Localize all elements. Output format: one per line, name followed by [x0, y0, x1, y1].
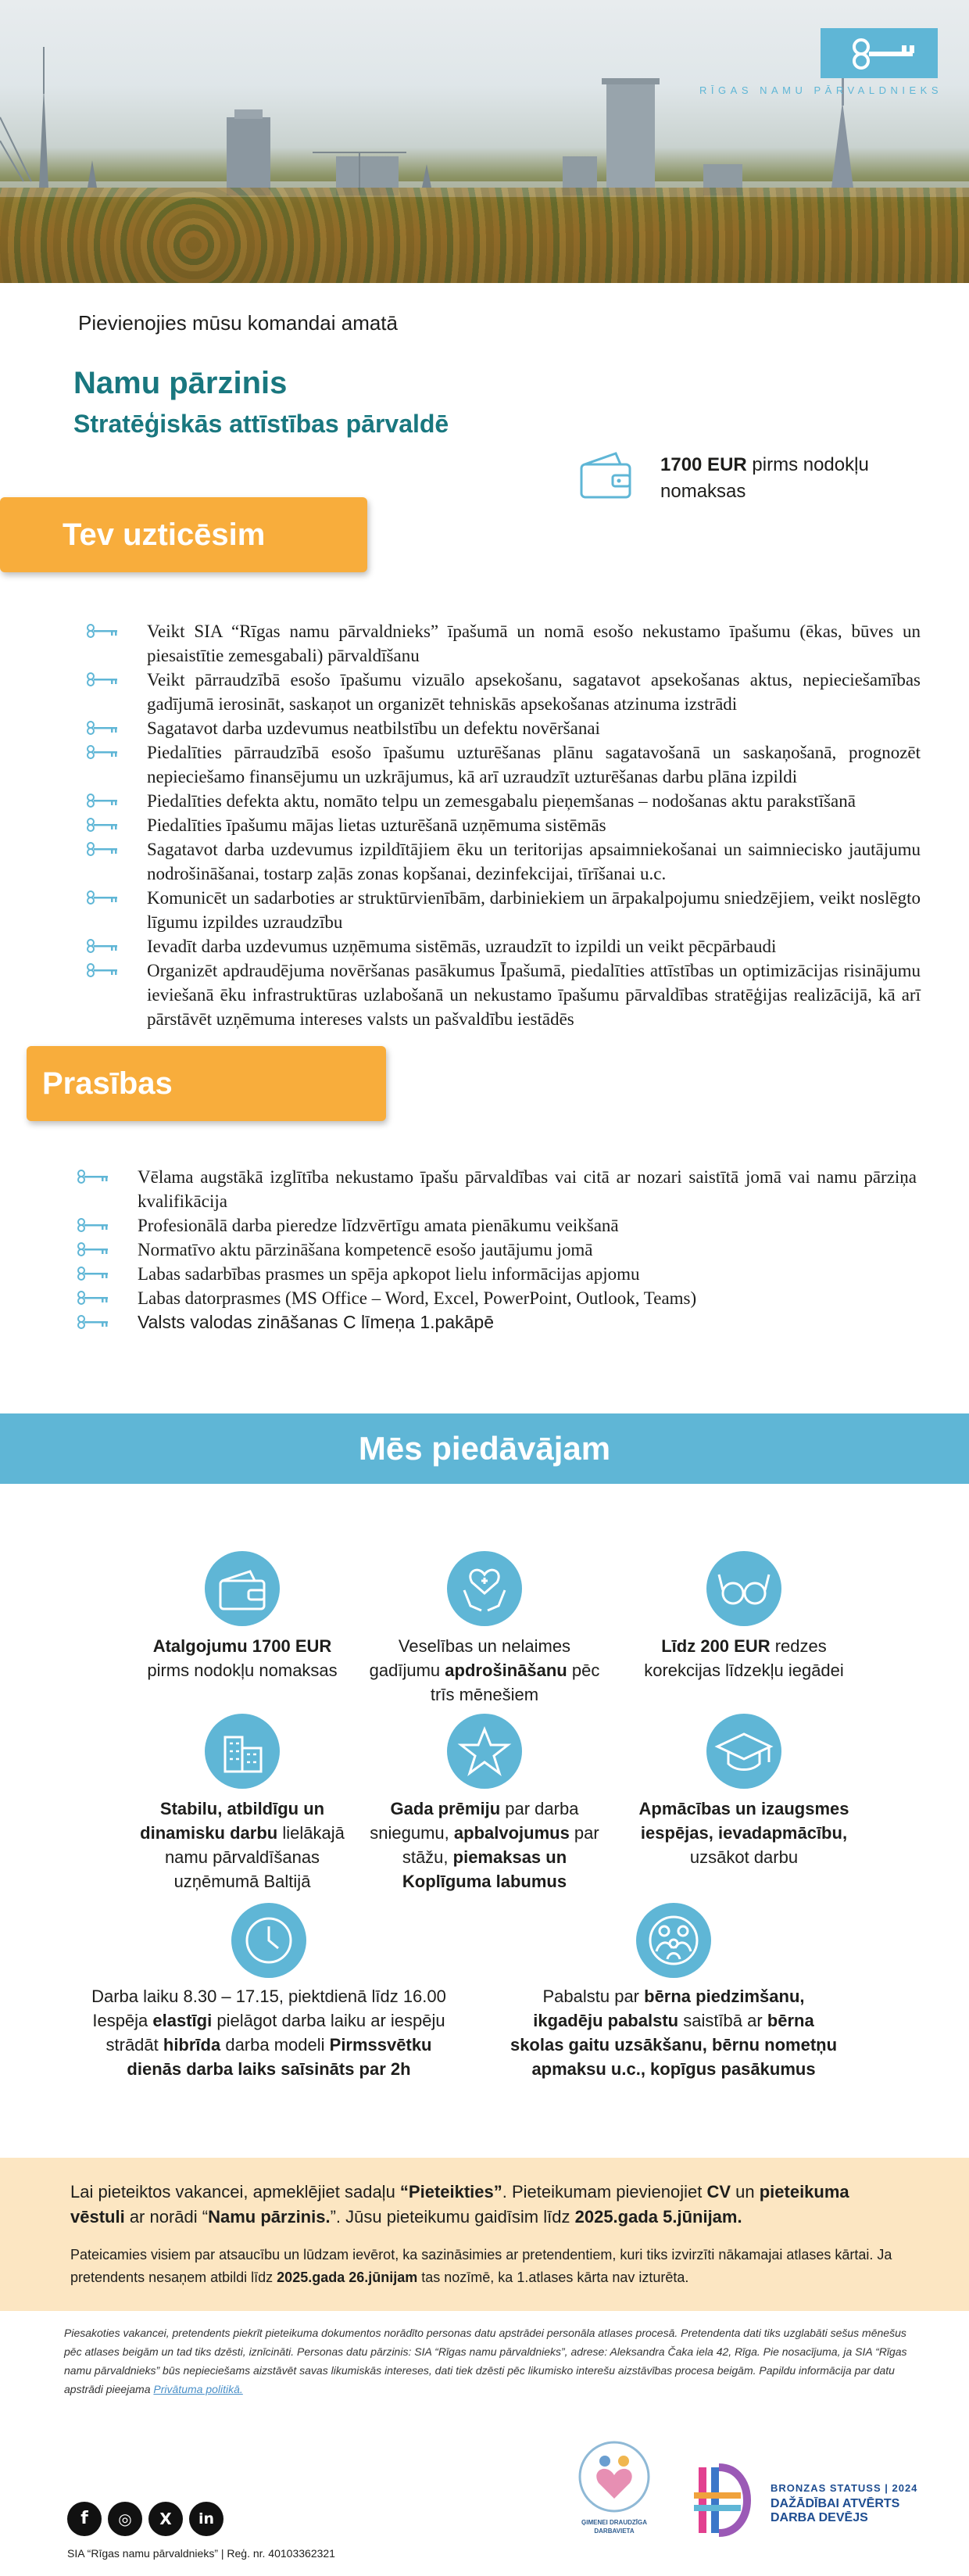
list-item: Labas sadarbības prasmes un spēja apkopot lielu informācijas apjomu — [77, 1262, 917, 1286]
key-bullet-icon — [77, 1315, 113, 1329]
key-bullet-icon — [86, 842, 122, 856]
list-item: Komunicēt un sadarboties ar struktūrvienībām, darbiniekiem un ārpakalpojumu sniedzējiem, veikt noslēgto līgumu izpildes uzraudzību — [86, 886, 921, 934]
benefit-text: Līdz 200 EUR redzes korekcijas līdzekļu iegādei — [644, 1636, 844, 1680]
benefit-text: Gada prēmiju par darba sniegumu, apbalvojumus par stāžu, piemaksas un Koplīguma labumus — [370, 1799, 599, 1891]
benefit-icon-circle — [205, 1714, 280, 1789]
key-bullet-icon — [86, 745, 122, 759]
list-item: Valsts valodas zināšanas C līmeņa 1.pakāpē — [77, 1310, 917, 1335]
list-item: Piedalīties defekta aktu, nomāto telpu un zemesgabalu pieņemšanas – nodošanas aktu parakstīšanā — [86, 789, 921, 813]
key-bullet-icon — [86, 818, 122, 832]
list-item: Organizēt apdraudējuma novēršanas pasākumus Īpašumā, piedalīties attīstības un optimizācijas risinājumu ieviešanā ēku infrastruktūras uzlabošanā un nekustamo īpašumu pārvaldības stratēģijas realizācijā, kā arī pārstāvēt uzņēmuma intereses valsts un pašvaldību iestādēs — [86, 958, 921, 1031]
x-twitter-icon[interactable]: X — [148, 2502, 183, 2536]
list-item: Profesionālā darba pieredze līdzvērtīgu amata pienākumu veikšanā — [77, 1213, 917, 1238]
instagram-icon[interactable]: ◎ — [108, 2502, 142, 2536]
salary-text: 1700 EUR pirms nodokļu nomaksas — [660, 454, 869, 502]
application-box — [0, 2158, 969, 2311]
benefit-icon-circle — [447, 1551, 522, 1626]
key-bullet-icon — [77, 1218, 113, 1232]
badge1-text: ĢIMENEI DRAUDZĪGA DARBAVIETA — [581, 2519, 647, 2535]
family-icon — [636, 1903, 711, 1978]
list-item: Sagatavot darba uzdevumus neatbilstību un defektu novēršanai — [86, 716, 921, 740]
company-registration: SIA “Rīgas namu pārvaldnieks” | Reģ. nr. 40103362321 — [67, 2547, 335, 2560]
application-note: Pateicamies visiem par atsaucību un lūdzam ievērot, ka sazināsimies ar pretendentiem, kuri tiks izvirzīti nākamajai atlases kārtai. Ja pretendents nesaņem atbildi līdz 2025.gada 26.jūnijam tas nozīmē, ka 1.atlases kārta nav izturēta. — [70, 2247, 892, 2285]
key-bullet-icon — [86, 672, 122, 686]
list-item: Labas datorprasmes (MS Office – Word, Excel, PowerPoint, Outlook, Teams) — [77, 1286, 917, 1310]
family-friendly-badge — [575, 2439, 653, 2538]
duties-list — [86, 619, 921, 1031]
key-bullet-icon — [86, 721, 122, 735]
list-item: Piedalīties īpašumu mājas lietas uzturēšanā uzņēmuma sistēmās — [86, 813, 921, 837]
benefit-text: Apmācības un izaugsmes iespējas, ievadapmācību, uzsākot darbu — [638, 1799, 849, 1867]
glasses-icon — [706, 1551, 781, 1626]
list-item: Piedalīties pārraudzībā esošo īpašumu uzturēšanas plānu sagatavošanā un saskaņošanā, prognozēt nepieciešamo finansējumu un uzkrājumus, kā arī uzraudzīt uzturēšanas darbu plāna izpildi — [86, 740, 921, 789]
job-title: Namu pārzinis — [73, 366, 288, 400]
list-item: Veikt pārraudzībā esošo īpašumu vizuālo apsekošanu, sagatavot apsekošanas aktus, nepieciešamības gadījumā ierosināt, saskaņot un organizēt tehniskās apsekošanas atzinuma izstrādi — [86, 668, 921, 716]
autumn-trees — [0, 188, 969, 283]
application-instructions: Lai pieteiktos vakancei, apmeklējiet sadaļu “Pieteikties”. Pieteikumam pievienojiet CV un pieteikuma vēstuli ar norādi “Namu pārzinis.”. Jūsu pieteikumu gaidīsim līdz 2025.gada 5.jūnijam. — [70, 2182, 849, 2227]
diversity-badge-text: BRONZAS STATUSS | 2024 DAŽĀDĪBAI ATVĒRTS DARBA DEVĒJS — [771, 2482, 918, 2524]
key-bullet-icon — [86, 963, 122, 977]
offer-heading: Mēs piedāvājam — [0, 1413, 969, 1484]
clock-icon — [231, 1903, 306, 1978]
list-item: Ievadīt darba uzdevumus uzņēmuma sistēmās, uzraudzīt to izpildi un veikt pēcpārbaudi — [86, 934, 921, 958]
benefit-text: Darba laiku 8.30 – 17.15, piektdienā līdz 16.00 Iespēja elastīgi pielāgot darba laiku ar iespēju strādāt hibrīda darba modeli Pirmssvētku dienās darba laiks saīsināts par 2h — [91, 1987, 446, 2079]
facebook-icon[interactable]: f — [67, 2502, 102, 2536]
list-item: Normatīvo aktu pārzināšana kompetencē esošo jautājumu jomā — [77, 1238, 917, 1262]
key-bullet-icon — [86, 794, 122, 808]
benefit-icon-circle — [636, 1903, 711, 1978]
benefit-icon-circle — [231, 1903, 306, 1978]
benefit-icon-circle — [205, 1551, 280, 1626]
company-logo — [821, 28, 938, 78]
company-name: RĪGAS NAMU PĀRVALDNIEKS — [699, 84, 942, 96]
key-bullet-icon — [86, 624, 122, 638]
buildings-icon — [205, 1714, 280, 1789]
star-icon — [447, 1714, 522, 1789]
privacy-policy-link[interactable]: Privātuma politikā. — [153, 2383, 243, 2395]
key-logo-icon — [821, 28, 938, 78]
benefit-text: Veselības un nelaimes gadījumu apdrošināšanu pēc trīs mēnešiem — [369, 1636, 600, 1704]
wallet-icon — [577, 446, 636, 505]
list-item: Vēlama augstākā izglītība nekustamo īpašu pārvaldības vai citā ar nozari saistītā jomā vai namu pārziņa kvalifikācija — [77, 1165, 917, 1213]
key-bullet-icon — [77, 1170, 113, 1184]
family-friendly-logo-icon — [575, 2439, 653, 2514]
job-department: Stratēģiskās attīstības pārvaldē — [73, 410, 449, 438]
benefit-icon-circle — [447, 1714, 522, 1789]
wallet-icon — [205, 1551, 280, 1626]
linkedin-icon[interactable]: in — [189, 2502, 223, 2536]
requirements-heading: Prasības — [27, 1046, 386, 1121]
list-item: Veikt SIA “Rīgas namu pārvaldnieks” īpašumā un nomā esošo nekustamo īpašumu (ēkas, būves un piesaistītie zemesgabali) pārvaldīšanu — [86, 619, 921, 668]
benefit-icon-circle — [706, 1551, 781, 1626]
benefit-icon-circle — [706, 1714, 781, 1789]
key-bullet-icon — [86, 939, 122, 953]
benefit-text: Pabalstu par bērna piedzimšanu, ikgadēju pabalstu saistībā ar bērna skolas gaitu uzsākšanu, bērnu nometņu apmaksu u.c., kopīgus pasākumus — [510, 1987, 838, 2079]
benefit-text: Atalgojumu 1700 EUR pirms nodokļu nomaksas — [147, 1636, 338, 1680]
graduation-cap-icon — [706, 1714, 781, 1789]
duties-heading: Tev uzticēsim — [0, 497, 367, 572]
key-bullet-icon — [77, 1291, 113, 1305]
key-bullet-icon — [86, 890, 122, 905]
key-bullet-icon — [77, 1267, 113, 1281]
diversity-badge-icon — [694, 2461, 756, 2539]
privacy-notice: Piesakoties vakancei, pretendents piekrīt pieteikuma dokumentos norādīto personas datu apstrādei personāla atlases procesā. Pretendenta dati tiks uzglabāti sešus mēnešus pēc atlases beigām un tad tiks dzēsti, iznīcināti. Personas datu pārzinis: SIA “Rīgas namu pārvaldnieks”, adrese: Aleksandra Čaka iela 42, Rīga. Pie nosacījuma, ja SIA “Rīgas namu pārvaldnieks” būs nepieciešams aizstāvēt savas likumiskās intereses, dati tiek dzēsti pēc likumisko interešu aizstāvības procesa beigām. Papildu informācija par datu apstrādi pieejama Privātuma politikā. — [64, 2327, 907, 2395]
list-item: Sagatavot darba uzdevumus izpildītājiem ēku un teritorijas apsaimniekošanai un saimniecisko jautājumu nodrošināšanai, tostarp zaļās zonas kopšanai, dezinfekcijai, tīrīšanai u.c. — [86, 837, 921, 886]
heart-hands-icon — [447, 1551, 522, 1626]
requirements-list — [77, 1165, 917, 1335]
key-bullet-icon — [77, 1242, 113, 1256]
intro-text: Pievienojies mūsu komandai amatā — [78, 311, 398, 335]
benefit-text: Stabilu, atbildīgu un dinamisku darbu lielākajā namu pārvaldīšanas uzņēmumā Baltijā — [140, 1799, 345, 1891]
